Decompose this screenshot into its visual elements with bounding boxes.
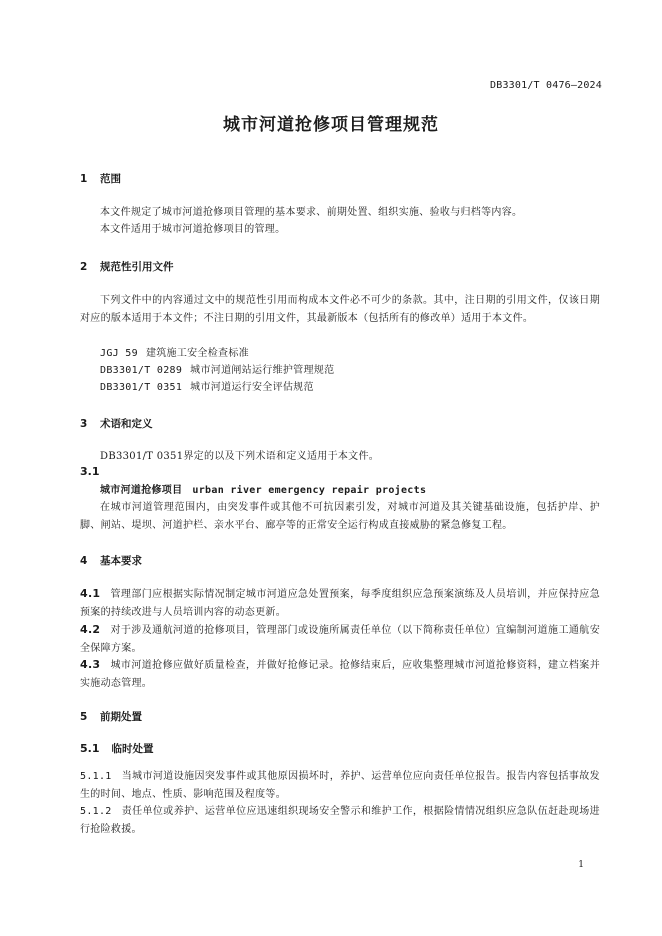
- reference-code: DB3301/T 0351: [100, 382, 183, 393]
- clause: [80, 656, 600, 692]
- section-5-heading: [80, 709, 142, 724]
- document-title: 城市河道抢修项目管理规范: [223, 115, 439, 135]
- reference-item: [100, 345, 249, 363]
- term-heading: [100, 482, 426, 500]
- term-definition: 在城市河道管理范围内，由突发事件或其他不可抗因素引发，对城市河道及其关键基础设施，包括护岸、护脚、闸站、堤坝、河道护栏、亲水平台、廊亭等的正常安全运行构成直接威胁的紧急修复工程。: [80, 502, 600, 531]
- clause-number: 4.2: [80, 623, 101, 636]
- section-title: 规范性引用文件: [100, 261, 174, 273]
- clause-number: 5.1.1: [80, 771, 112, 782]
- reference-item: [100, 379, 314, 397]
- clause: [80, 803, 600, 838]
- section-title: 范围: [100, 173, 121, 185]
- clause: [80, 585, 600, 621]
- section-number: 1: [80, 173, 88, 185]
- clause-number: 3.1: [80, 465, 100, 478]
- subsection-title: 临时处置: [111, 743, 154, 755]
- subsection-heading: [80, 741, 154, 756]
- section-title: 前期处置: [100, 711, 142, 723]
- paragraph: 本文件适用于城市河道抢修项目的管理。: [100, 224, 286, 235]
- section-4-heading: [80, 553, 142, 568]
- reference-code: JGJ 59: [100, 348, 138, 359]
- clause-number: 5.1.2: [80, 806, 112, 817]
- reference-item: [100, 362, 334, 380]
- reference-title: 城市河道运行安全评估规范: [190, 382, 314, 393]
- clause-text: 当城市河道设施因突发事件或其他原因损坏时，养护、运营单位应向责任单位报告。报告内容包括事故发生的时间、地点、性质、影响范围及程度等。: [80, 771, 600, 800]
- section-number: 4: [80, 555, 88, 567]
- section-2-heading: [80, 259, 174, 274]
- reference-title: 建筑施工安全检查标准: [145, 348, 249, 359]
- page-number: 1: [578, 860, 584, 870]
- section-number: 2: [80, 261, 88, 273]
- term-name-en: urban river emergency repair projects: [192, 485, 427, 496]
- section-number: 5: [80, 711, 88, 723]
- paragraph: 本文件规定了城市河道抢修项目管理的基本要求、前期处置、组织实施、验收与归档等内容。: [100, 207, 523, 218]
- clause-text: 管理部门应根据实际情况制定城市河道应急处置预案，每季度组织应急预案演练及人员培训，并应保持应急预案的持续改进与人员培训内容的动态更新。: [80, 589, 600, 618]
- paragraph: DB3301/T 0351界定的以及下列术语和定义适用于本文件。: [100, 451, 380, 462]
- section-title: 术语和定义: [100, 418, 153, 430]
- section-1-heading: [80, 171, 121, 186]
- clause-text: 对于涉及通航河道的抢修项目，管理部门或设施所属责任单位（以下简称责任单位）宜编制河道施工通航安全保障方案。: [80, 625, 600, 654]
- clause-text: 责任单位或养护、运营单位应迅速组织现场安全警示和维护工作，根据险情情况组织应急队伍赶赴现场进行抢险救援。: [80, 806, 600, 835]
- section-number: 3: [80, 418, 88, 430]
- reference-title: 城市河道闸站运行维护管理规范: [190, 365, 335, 376]
- document-number: DB3301/T 0476—2024: [490, 80, 602, 91]
- clause-number: 4.1: [80, 587, 101, 600]
- clause-number: 4.3: [80, 658, 101, 671]
- clause: [80, 768, 600, 803]
- section-title: 基本要求: [100, 555, 142, 567]
- section-3-heading: [80, 416, 153, 431]
- clause-text: 城市河道抢修应做好质量检查，并做好抢修记录。抢修结束后，应收集整理城市河道抢修资料，建立档案并实施动态管理。: [80, 660, 600, 689]
- term-name-zh: 城市河道抢修项目: [100, 485, 183, 496]
- reference-code: DB3301/T 0289: [100, 365, 183, 376]
- paragraph: 下列文件中的内容通过文中的规范性引用而构成本文件必不可少的条款。其中，注日期的引用文件，仅该日期对应的版本适用于本文件；不注日期的引用文件，其最新版本（包括所有的修改单）适用于本文件。: [80, 295, 600, 324]
- subsection-number: 5.1: [80, 742, 100, 755]
- clause: [80, 621, 600, 657]
